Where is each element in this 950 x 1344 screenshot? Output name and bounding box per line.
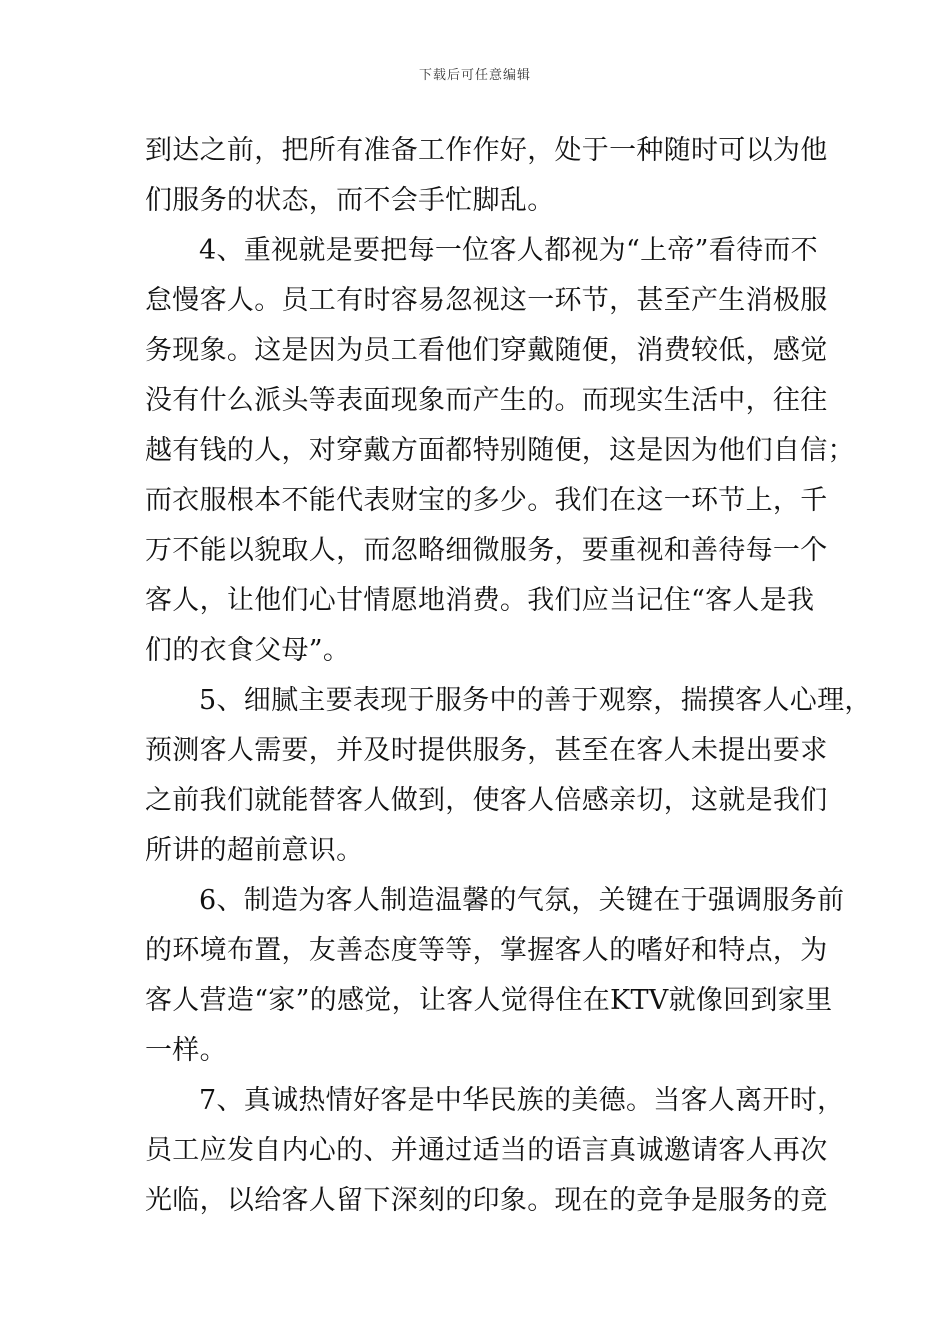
text-line: 怠慢客人。员工有时容易忽视这一环节，甚至产生消极服 [145,285,828,316]
document-body [145,126,872,1226]
text-line: 的环境布置，友善态度等等，掌握客人的嗜好和特点，为 [145,935,828,966]
text-line: 客人营造“家”的感觉，让客人觉得住在KTV就像回到家里 [145,985,833,1016]
paragraph-start-line: 4、重视就是要把每一位客人都视为“上帝”看待而不 [199,235,818,266]
text-line: 预测客人需要，并及时提供服务，甚至在客人未提出要求 [145,735,828,766]
text-line: 越有钱的人，对穿戴方面都特别随便，这是因为他们自信； [145,435,855,466]
text-line: 没有什么派头等表面现象而产生的。而现实生活中，往往 [145,385,828,416]
text-line: 一样。 [145,1035,227,1066]
text-line: 万不能以貌取人，而忽略细微服务，要重视和善待每一个 [145,535,828,566]
text-line: 所讲的超前意识。 [145,835,364,866]
text-line: 之前我们就能替客人做到，使客人倍感亲切，这就是我们 [145,785,828,816]
text-line: 员工应发自内心的、并通过适当的语言真诚邀请客人再次 [145,1135,828,1166]
text-line: 而衣服根本不能代表财宝的多少。我们在这一环节上，千 [145,485,828,516]
paragraph-start-line: 7、真诚热情好客是中华民族的美德。当客人离开时， [199,1085,845,1116]
paragraph-start-line: 6、制造为客人制造温馨的气氛，关键在于强调服务前 [199,885,845,916]
text-line: 们的衣食父母”。 [145,635,351,666]
header-note: 下载后可任意编辑 [418,68,531,83]
paragraph-start-line: 5、细腻主要表现于服务中的善于观察，揣摸客人心理， [199,685,872,716]
text-line: 务现象。这是因为员工看他们穿戴随便，消费较低，感觉 [145,335,828,366]
text-line: 们服务的状态，而不会手忙脚乱。 [145,185,555,216]
text-line: 到达之前，把所有准备工作作好，处于一种随时可以为他 [145,135,828,166]
text-line: 光临，以给客人留下深刻的印象。现在的竞争是服务的竞 [145,1185,828,1216]
text-line: 客人，让他们心甘情愿地消费。我们应当记住“客人是我 [145,585,815,616]
